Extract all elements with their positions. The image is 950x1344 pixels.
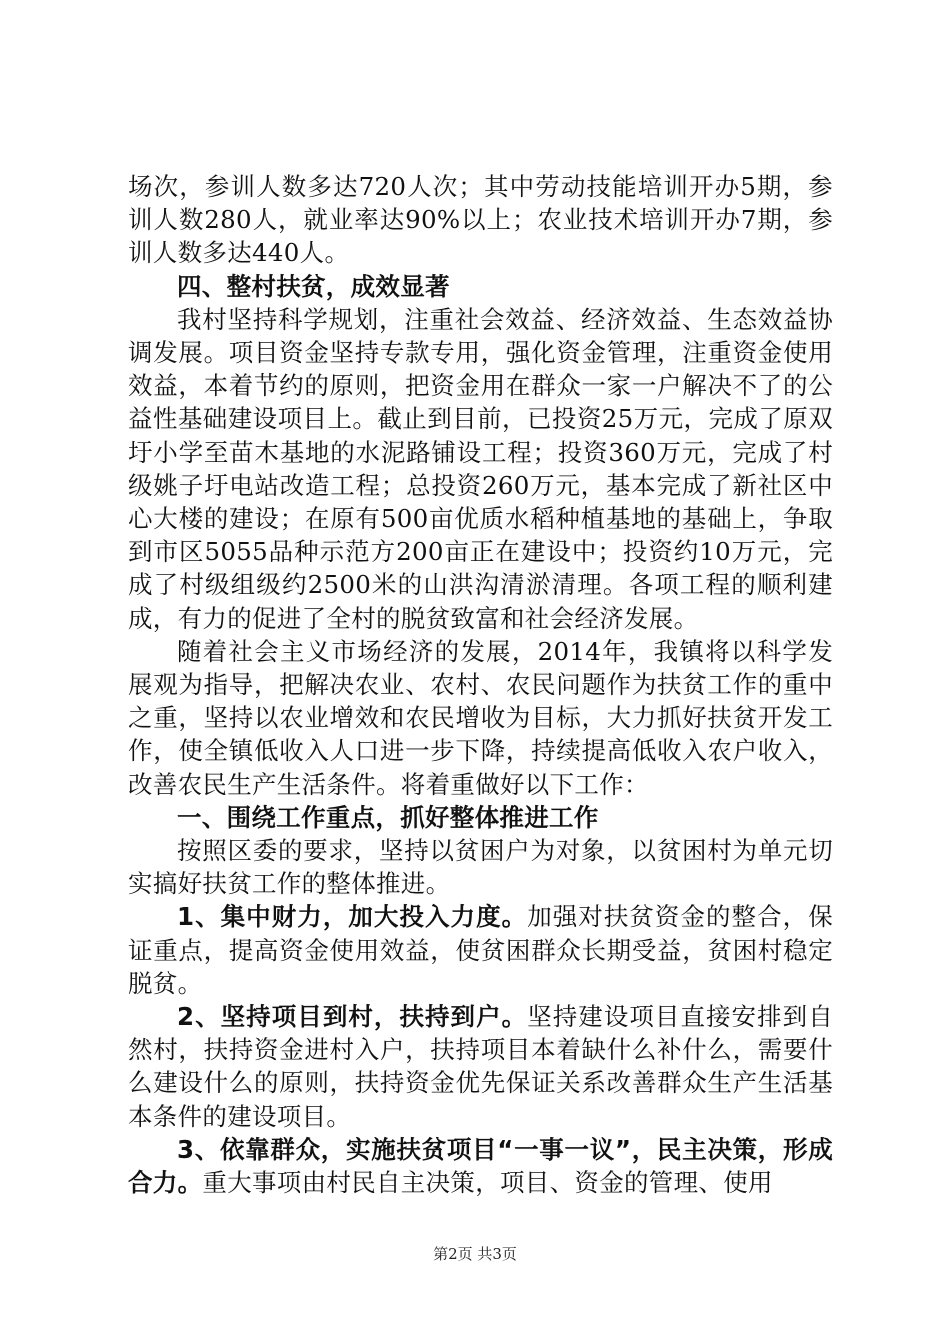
list-item-1-title: 1、集中财力，加大投入力度。 [177, 902, 528, 932]
list-item-3 [128, 1133, 833, 1199]
paragraph-training-stats: 场次，参训人数多达720人次；其中劳动技能培训开办5期，参训人数280人，就业率达90%以上；农业技术培训开办7期，参训人数多达440人。 [128, 172, 833, 268]
list-item-2-text: 坚持建设项目直接安排到自然村，扶持资金进村入户，扶持项目本着缺什么补什么，需要什么建设什么的原则，扶持资金优先保证关系改善群众生产生活基本条件的建设项目。 [128, 1002, 833, 1131]
section-heading-four: 四、整村扶贫，成效显著 [177, 271, 450, 301]
page-footer: 第2页 共3页 [433, 1245, 517, 1263]
paragraph-district-requirement: 按照区委的要求，坚持以贫困户为对象，以贫困村为单元切实搞好扶贫工作的整体推进。 [128, 836, 833, 899]
list-item-1-text: 加强对扶贫资金的整合，保证重点，提高资金使用效益，使贫困群众长期受益，贫困村稳定脱贫。 [128, 902, 833, 998]
list-item-3-title: 3、依靠群众，实施扶贫项目“一事一议”，民主决策，形成合力。 [128, 1134, 833, 1198]
section-heading-one: 一、围绕工作重点，抓好整体推进工作 [177, 802, 599, 832]
list-item-3-text: 重大事项由村民自主决策，项目、资金的管理、使用 [202, 1168, 773, 1198]
paragraph-village-projects: 我村坚持科学规划，注重社会效益、经济效益、生态效益协调发展。项目资金坚持专款专用，强化资金管理，注重资金使用效益，本着节约的原则，把资金用在群众一家一户解决不了的公益性基础建设项目上。截止到目前，已投资25万元，完成了原双圩小学至苗木基地的水泥路铺设工程；投资360万元，完成了村级姚子圩电站改造工程；总投资260万元，基本完成了新社区中心大楼的建设；在原有500亩优质水稻种植基地的基础上，争取到市区5055品种示范方200亩正在建设中；投资约10万元，完成了村级组级约2500米的山洪沟清淤清理。各项工程的顺利建成，有力的促进了全村的脱贫致富和社会经济发展。 [128, 304, 833, 633]
document-body [128, 170, 833, 1199]
list-item-2-title: 2、坚持项目到村，扶持到户。 [177, 1002, 528, 1032]
paragraph-2014-plan: 随着社会主义市场经济的发展，2014年，我镇将以科学发展观为指导，把解决农业、农村、农民问题作为扶贫工作的重中之重，坚持以农业增效和农民增收为目标，大力抓好扶贫开发工作，使全镇低收入人口进一步下降，持续提高低收入农户收入，改善农民生产生活条件。将着重做好以下工作： [128, 636, 833, 799]
list-item-1 [128, 900, 833, 1000]
list-item-2 [128, 1000, 833, 1133]
